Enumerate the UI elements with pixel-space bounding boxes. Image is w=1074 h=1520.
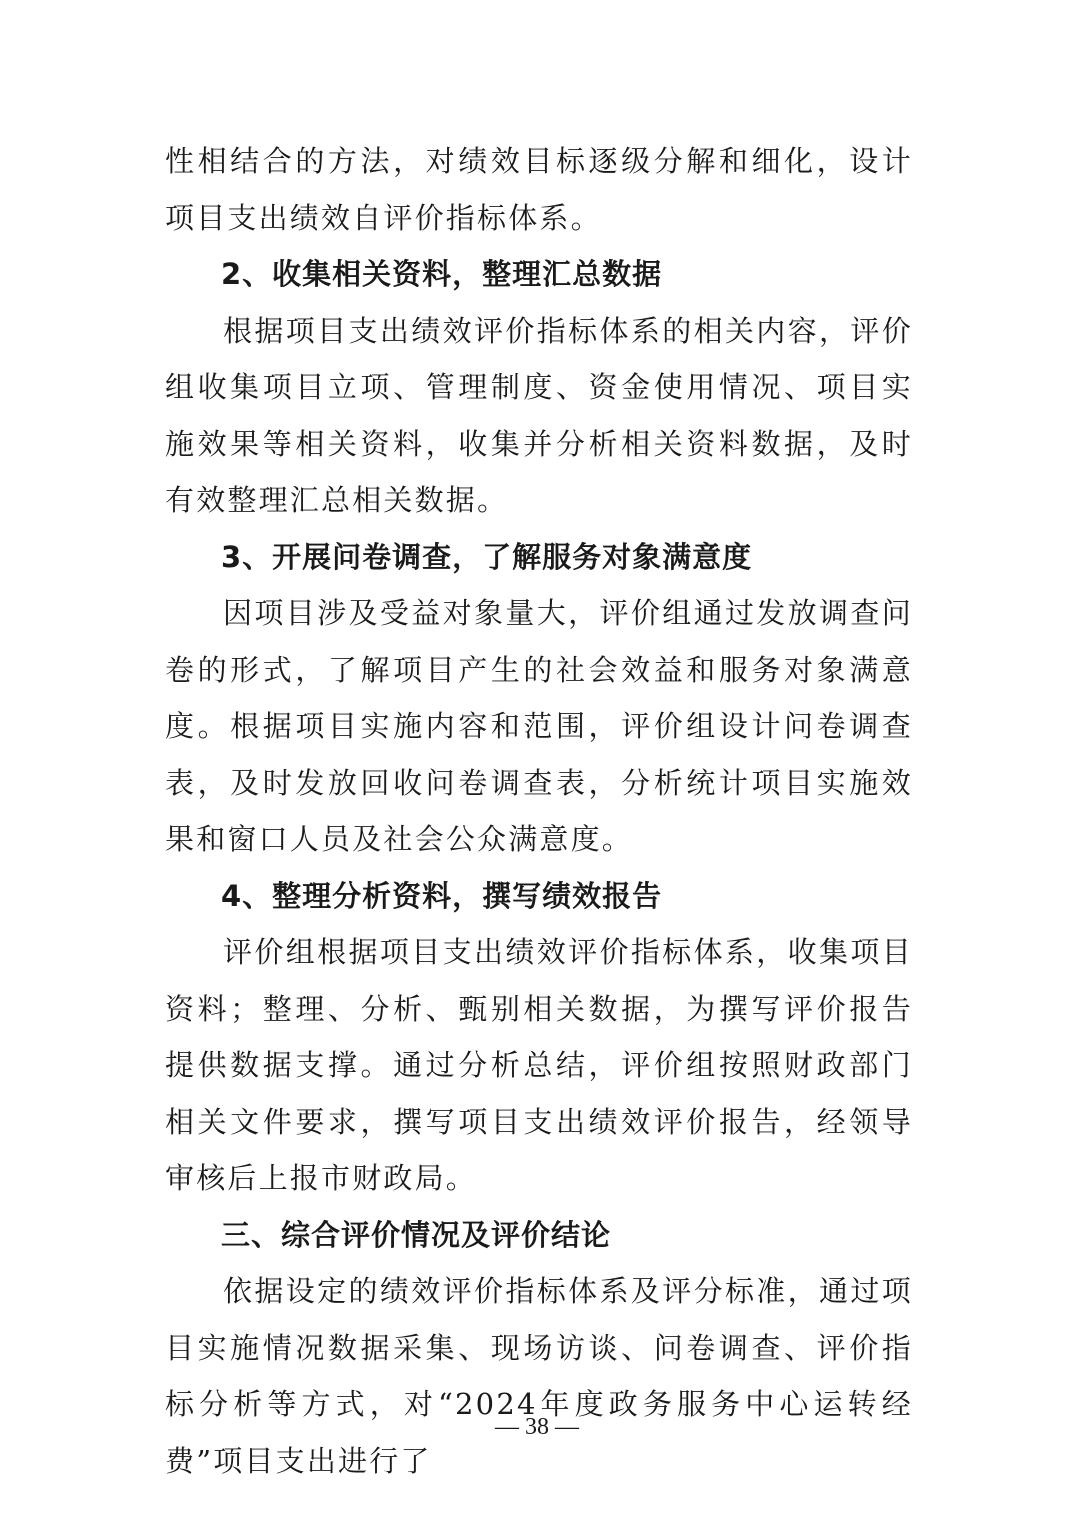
section-heading-3: 3、开展问卷调查，了解服务对象满意度 — [221, 539, 753, 574]
paragraph-report: 评价组根据项目支出绩效评价指标体系，收集项目资料；整理、分析、甄别相关数据，为撰写评价报告提供数据支撑。通过分析总结，评价组按照财政部门相关文件要求，撰写项目支出绩效评价报告，经领导审核后上报市财政局。 — [165, 935, 913, 1195]
paragraph-evaluation: 依据设定的绩效评价指标体系及评分标准，通过项目实施情况数据采集、现场访谈、问卷调查、评价指标分析等方式，对“2024年度政务服务中心运转经费”项目支出进行了 — [165, 1274, 913, 1478]
section-heading-2: 2、收集相关资料，整理汇总数据 — [221, 257, 663, 291]
document-body — [165, 133, 913, 1489]
chapter-heading-3: 三、综合评价情况及评价结论 — [221, 1217, 612, 1252]
page-number: — 38 — — [495, 1414, 579, 1440]
paragraph-continued: 性相结合的方法，对绩效目标逐级分解和细化，设计项目支出绩效自评价指标体系。 — [165, 144, 913, 235]
section-heading-4: 4、整理分析资料，撰写绩效报告 — [221, 878, 663, 913]
paragraph-collect-data: 根据项目支出绩效评价指标体系的相关内容，评价组收集项目立项、管理制度、资金使用情况、项目实施效果等相关资料，收集并分析相关资料数据，及时有效整理汇总相关数据。 — [165, 313, 913, 517]
paragraph-survey: 因项目涉及受益对象量大，评价组通过发放调查问卷的形式，了解项目产生的社会效益和服务对象满意度。根据项目实施内容和范围，评价组设计问卷调查表，及时发放回收问卷调查表，分析统计项目实施效果和窗口人员及社会公众满意度。 — [165, 596, 913, 856]
